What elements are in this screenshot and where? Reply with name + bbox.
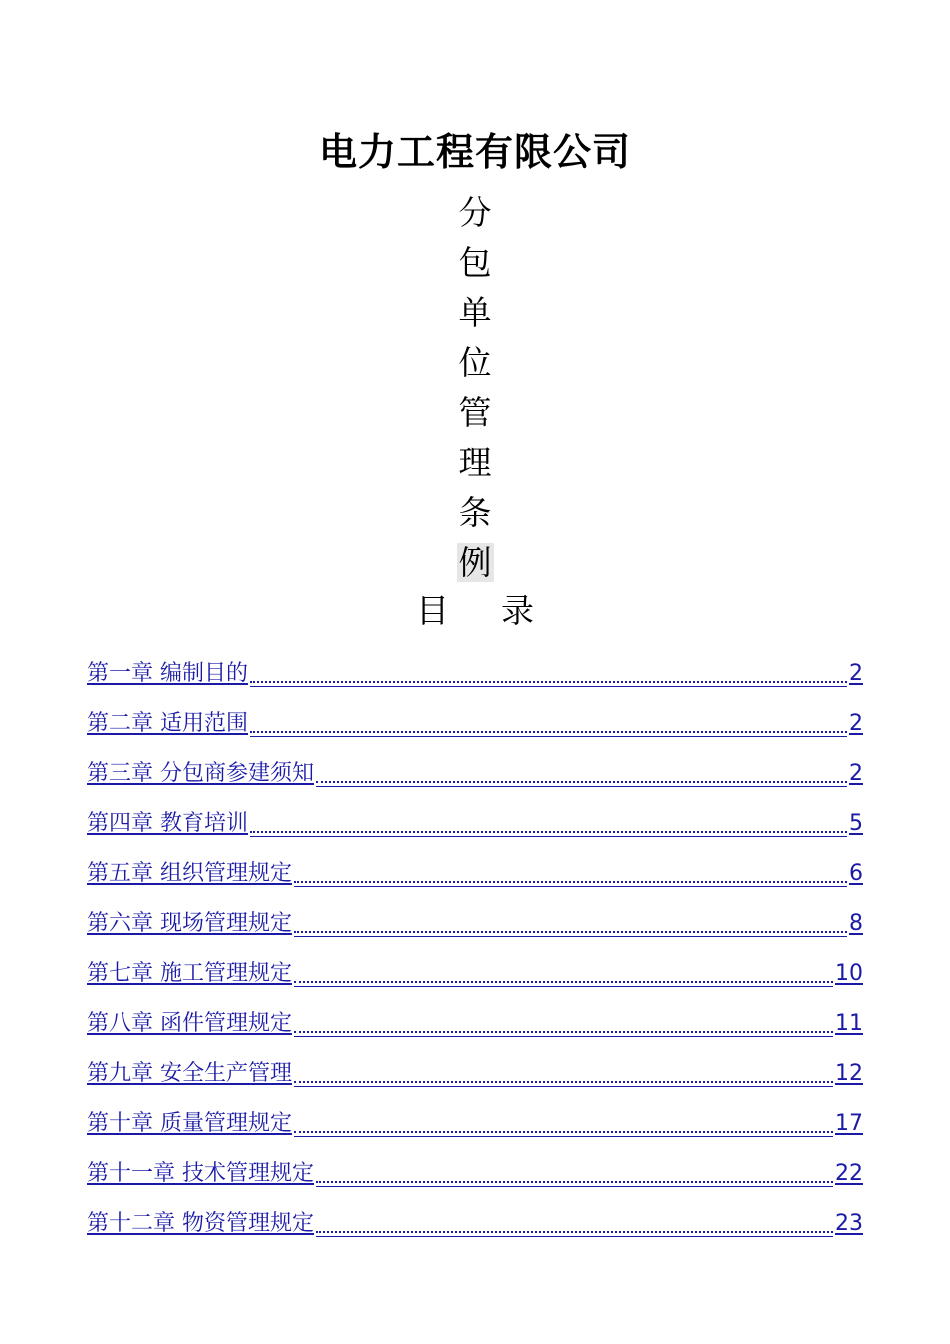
title-char: 位 (458, 343, 492, 382)
toc-dot-leader (250, 805, 847, 833)
toc-page-number[interactable]: 2 (849, 761, 863, 786)
toc-entry-chapter-7[interactable] (87, 941, 863, 991)
toc-entry-chapter-1[interactable] (87, 641, 863, 691)
toc-dot-leader (294, 905, 847, 933)
toc-heading-char: 录 (501, 591, 534, 630)
toc-heading (0, 588, 950, 634)
toc-page-number[interactable]: 23 (835, 1211, 863, 1236)
toc-page-number[interactable]: 2 (849, 661, 863, 686)
title-char: 管 (458, 393, 492, 432)
toc-dot-leader (316, 1205, 833, 1233)
toc-entry-chapter-6[interactable] (87, 891, 863, 941)
toc-page-number[interactable]: 11 (835, 1011, 863, 1036)
toc-entry-label[interactable]: 第六章 现场管理规定 (87, 911, 292, 936)
toc-dot-leader (294, 955, 833, 983)
title-char-highlighted: 例 (458, 543, 492, 582)
toc-dot-leader (294, 1055, 833, 1083)
title-char: 分 (458, 193, 492, 232)
toc-entry-chapter-3[interactable] (87, 741, 863, 791)
toc-entry-chapter-8[interactable] (87, 991, 863, 1041)
toc-dot-leader (316, 1155, 833, 1183)
title-char: 理 (458, 443, 492, 482)
toc-page-number[interactable]: 10 (835, 961, 863, 986)
toc-entry-label[interactable]: 第七章 施工管理规定 (87, 961, 292, 986)
toc-dot-leader (294, 1105, 833, 1133)
title-char: 单 (458, 293, 492, 332)
toc-entry-chapter-12[interactable] (87, 1191, 863, 1241)
toc-entry-label[interactable]: 第四章 教育培训 (87, 811, 248, 836)
toc-entry-label[interactable]: 第九章 安全生产管理 (87, 1061, 292, 1086)
toc-page-number[interactable]: 8 (849, 911, 863, 936)
table-of-contents (87, 641, 863, 1241)
document-title-vertical (452, 188, 498, 588)
toc-dot-leader (294, 855, 847, 883)
title-char: 包 (458, 243, 492, 282)
toc-page-number[interactable]: 6 (849, 861, 863, 886)
toc-entry-chapter-2[interactable] (87, 691, 863, 741)
toc-entry-label[interactable]: 第十一章 技术管理规定 (87, 1161, 314, 1186)
toc-entry-label[interactable]: 第八章 函件管理规定 (87, 1011, 292, 1036)
toc-dot-leader (250, 655, 847, 683)
toc-entry-label[interactable]: 第二章 适用范围 (87, 711, 248, 736)
toc-entry-label[interactable]: 第十章 质量管理规定 (87, 1111, 292, 1136)
toc-entry-label[interactable]: 第十二章 物资管理规定 (87, 1211, 314, 1236)
company-title: 电力工程有限公司 (318, 130, 631, 174)
toc-page-number[interactable]: 17 (835, 1111, 863, 1136)
toc-entry-chapter-4[interactable] (87, 791, 863, 841)
toc-entry-label[interactable]: 第五章 组织管理规定 (87, 861, 292, 886)
toc-page-number[interactable]: 22 (835, 1161, 863, 1186)
toc-page-number[interactable]: 12 (835, 1061, 863, 1086)
toc-entry-chapter-5[interactable] (87, 841, 863, 891)
toc-dot-leader (294, 1005, 833, 1033)
toc-entry-label[interactable]: 第三章 分包商参建须知 (87, 761, 314, 786)
toc-entry-chapter-9[interactable] (87, 1041, 863, 1091)
toc-page-number[interactable]: 5 (849, 811, 863, 836)
toc-dot-leader (316, 755, 847, 783)
toc-entry-label[interactable]: 第一章 编制目的 (87, 661, 248, 686)
toc-entry-chapter-11[interactable] (87, 1141, 863, 1191)
toc-dot-leader (250, 705, 847, 733)
toc-entry-chapter-10[interactable] (87, 1091, 863, 1141)
title-char: 条 (458, 493, 492, 532)
toc-heading-char: 目 (416, 591, 449, 630)
toc-page-number[interactable]: 2 (849, 711, 863, 736)
